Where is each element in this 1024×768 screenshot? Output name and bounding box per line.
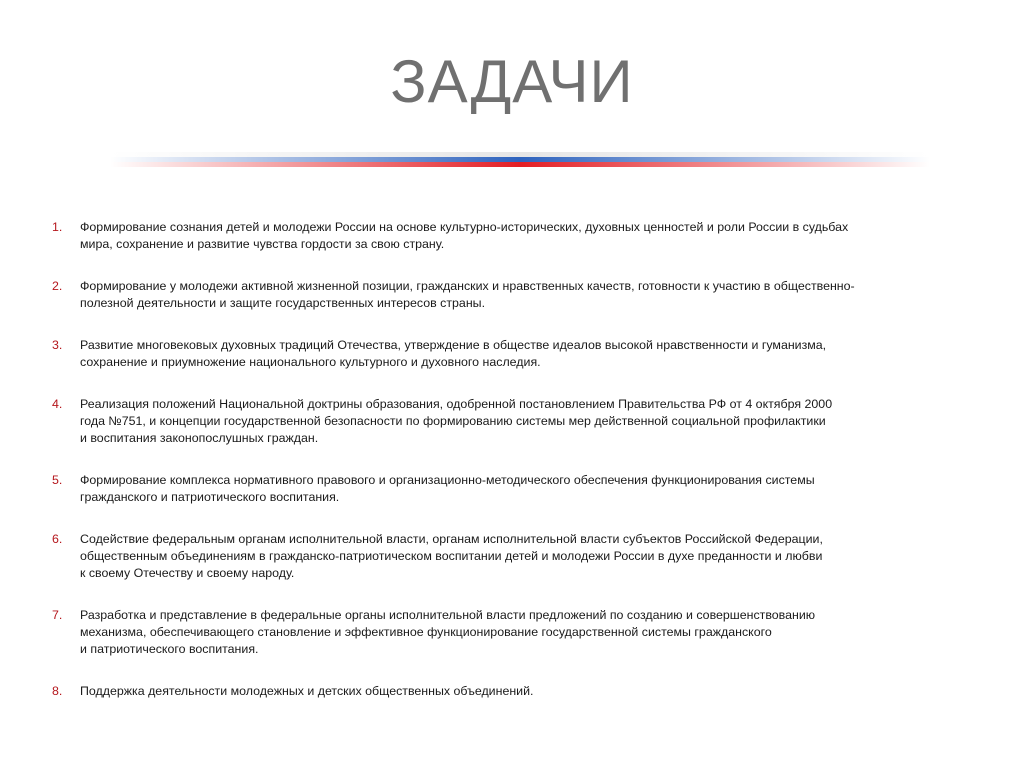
list-item [52, 472, 982, 506]
list-item [52, 219, 982, 253]
slide-title: ЗАДАЧИ [390, 48, 634, 115]
list-item-text: Разработка и представление в федеральные органы исполнительной власти предложений по созданию и совершенствованию механизма, обеспечивающего становление и эффективное функционирование государственной системы гражданского и патриотического воспитания. [80, 608, 816, 656]
list-item-text: Реализация положений Национальной доктрины образования, одобренной постановлением Правительства РФ от 4 октября 2000 года №751, и концепции государственной безопасности по формированию системы мер действенной социальной профилактики и воспитания законопослушных граждан. [80, 397, 833, 445]
list-item-number: 5. [52, 473, 63, 487]
list-item [52, 607, 982, 658]
list-item-text: Развитие многовековых духовных традиций Отечества, утверждение в обществе идеалов высокой нравственности и гуманизма, сохранение и приумножение национального культурного и духовного наследия. [80, 338, 827, 369]
list-item [52, 337, 982, 371]
list-item-number: 1. [52, 220, 63, 234]
list-item-text: Формирование сознания детей и молодежи России на основе культурно-исторических, духовных ценностей и роли России в судьбах мира, сохранение и развитие чувства гордости за свою страну. [80, 220, 849, 251]
list-item [52, 531, 982, 582]
list-item-text: Поддержка деятельности молодежных и детских общественных объединений. [80, 684, 534, 698]
list-item [52, 683, 982, 700]
tricolor-divider [110, 152, 930, 172]
list-item-number: 3. [52, 338, 63, 352]
list-item-number: 2. [52, 279, 63, 293]
list-item-number: 4. [52, 397, 63, 411]
tasks-list [52, 219, 982, 700]
tricolor-red-stripe [110, 162, 930, 167]
list-item-number: 6. [52, 532, 63, 546]
list-item-text: Формирование у молодежи активной жизненной позиции, гражданских и нравственных качеств, готовности к участию в общественно- полезной деятельности и защите государственных интересов страны. [80, 279, 855, 310]
list-item [52, 278, 982, 312]
list-item-text: Содействие федеральным органам исполнительной власти, органам исполнительной власти субъектов Российской Федерации, общественным объединениям в гражданско-патриотическом воспитании детей и молодежи России в духе преданности и любви к своему Отечеству и своему народу. [80, 532, 823, 580]
list-item-text: Формирование комплекса нормативного правового и организационно-методического обеспечения функционирования системы гражданского и патриотического воспитания. [80, 473, 815, 504]
list-item [52, 396, 982, 447]
list-item-number: 7. [52, 608, 63, 622]
list-item-number: 8. [52, 684, 63, 698]
